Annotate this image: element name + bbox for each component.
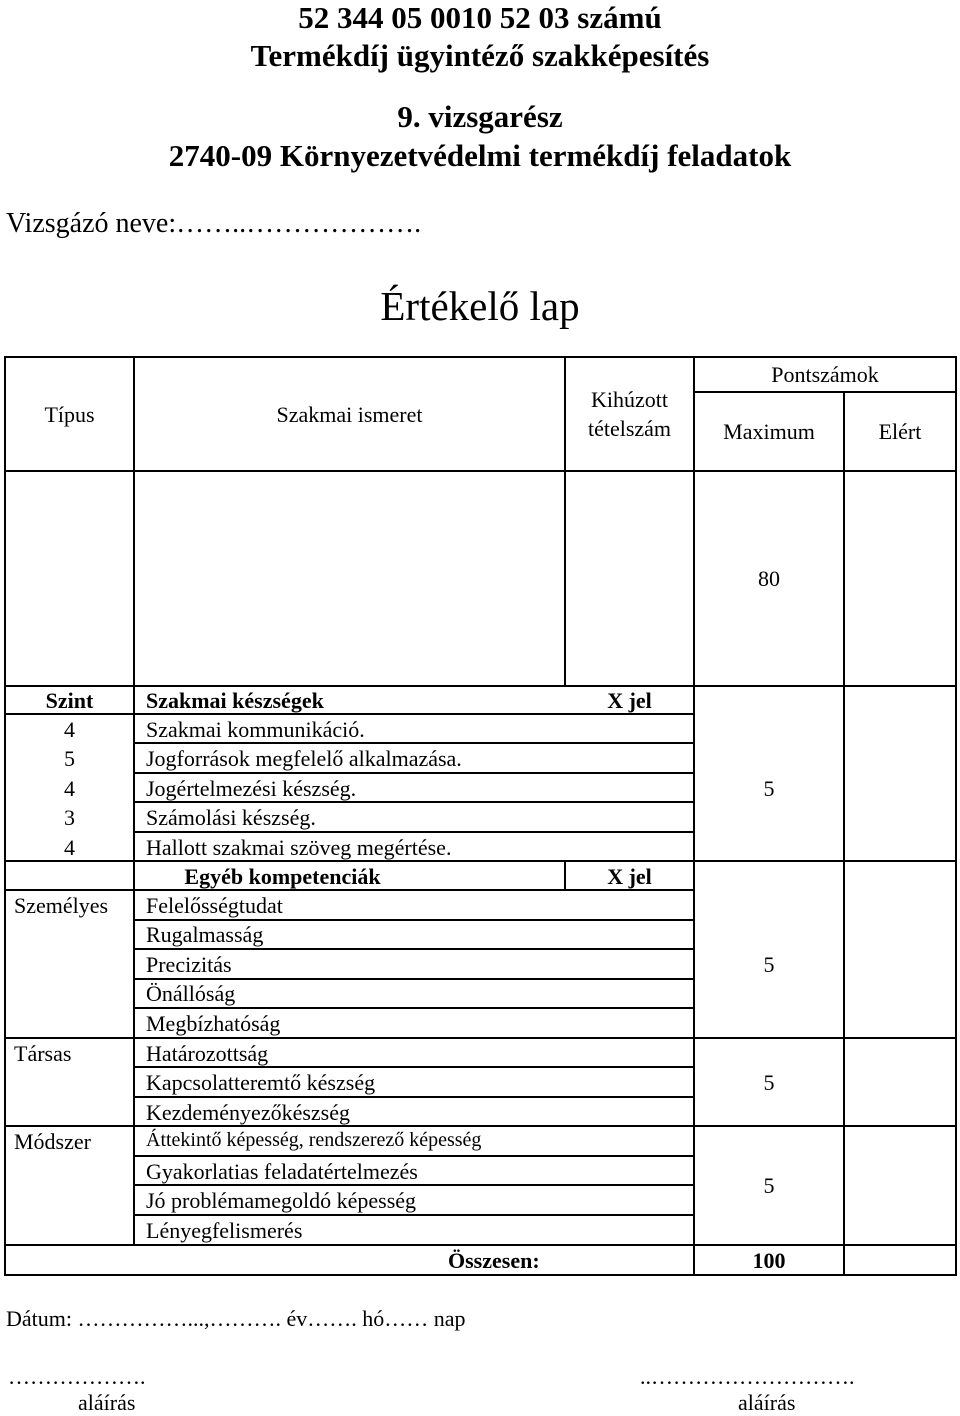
points-header: Pontszámok [771,362,879,387]
competency-item: Felelősségtudat [146,893,283,918]
skill-label: Jogforrások megfelelő alkalmazása. [146,746,462,771]
examinee-name-field[interactable]: Vizsgázó neve:……..………………. [6,208,422,239]
exam-part: 9. vizsgarész [397,99,563,134]
personal-max-points: 5 [763,952,775,977]
competency-item: Gyakorlatias feladatértelmezés [146,1159,418,1184]
competency-item: Precizitás [146,952,232,977]
signature-right-line[interactable]: ..………………………. [640,1364,855,1389]
type-header: Típus [44,402,95,427]
competency-item: Jó problémamegoldó képesség [146,1188,417,1213]
knowledge-max-points: 80 [758,566,780,591]
skills-title: Szakmai készségek [146,688,324,713]
competency-item: Megbízhatóság [146,1011,281,1036]
date-field[interactable]: Dátum: ……………...,………. év……. hó…… nap [6,1306,466,1331]
signature-left-label: aláírás [78,1390,136,1415]
signature-right-label: aláírás [738,1390,796,1415]
drawn-item-header-line1: Kihúzott [591,387,668,412]
competency-item: Lényegfelismerés [146,1218,303,1243]
method-max-points: 5 [763,1173,775,1198]
achieved-header: Elért [878,419,922,444]
sheet-title: Értékelő lap [380,283,580,329]
skill-level: 3 [64,805,75,830]
skills-max-points: 5 [763,776,775,801]
skill-label: Számolási készség. [146,805,316,830]
skill-level: 4 [64,717,75,742]
signature-left-line[interactable]: ………………. [8,1364,146,1389]
level-header: Szint [45,688,94,713]
other-competencies-title: Egyéb kompetenciák [184,864,381,889]
drawn-item-header-line2: tételszám [587,416,672,441]
competency-item: Áttekintő képesség, rendszerező képesség [146,1129,482,1151]
knowledge-header: Szakmai ismeret [276,402,423,427]
qualification-title: Termékdíj ügyintéző szakképesítés [250,38,710,73]
total-label: Összesen: [448,1248,540,1273]
maximum-header: Maximum [723,419,815,444]
skill-level: 5 [64,746,75,771]
competency-item: Kapcsolatteremtő készség [146,1070,376,1095]
certificate-code: 52 344 05 0010 52 03 számú [298,0,662,35]
group-method: Módszer [14,1129,91,1154]
social-max-points: 5 [763,1070,775,1095]
skills-mark-header: X jel [607,688,652,713]
skill-level: 4 [64,835,75,860]
skill-label: Szakmai kommunikáció. [146,717,365,742]
competency-item: Kezdeményezőkészség [146,1100,351,1125]
competency-item: Önállóság [146,981,236,1006]
competency-item: Határozottság [146,1041,269,1066]
skill-label: Jogértelmezési készség. [146,776,357,801]
skill-label: Hallott szakmai szöveg megértése. [146,835,452,860]
competency-item: Rugalmasság [146,922,264,947]
group-social: Társas [14,1041,72,1066]
other-mark-header: X jel [607,864,652,889]
group-personal: Személyes [14,893,109,918]
total-points: 100 [752,1248,786,1273]
skill-level: 4 [64,776,75,801]
exam-part-title: 2740-09 Környezetvédelmi termékdíj feladatok [168,138,792,173]
